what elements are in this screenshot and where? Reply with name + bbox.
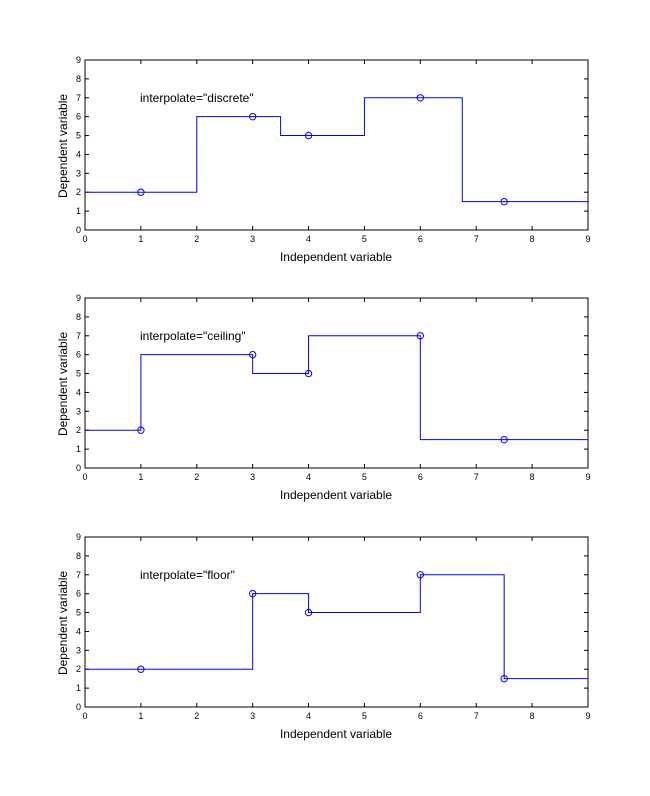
y-tick-label: 5 <box>75 607 81 618</box>
x-tick-label: 4 <box>306 711 312 721</box>
x-tick-label: 6 <box>417 472 423 482</box>
x-tick-label: 8 <box>529 472 535 482</box>
y-tick-label: 1 <box>75 683 81 694</box>
step-line <box>85 98 588 202</box>
x-tick-label: 6 <box>417 234 423 244</box>
y-tick-label: 2 <box>75 187 81 198</box>
x-tick-label: 9 <box>585 234 591 244</box>
y-tick-label: 0 <box>75 225 81 235</box>
x-tick-label: 7 <box>473 472 479 482</box>
y-tick-label: 7 <box>75 92 81 103</box>
y-tick-label: 9 <box>75 293 81 303</box>
subplot-discrete <box>56 55 591 264</box>
y-tick-label: 6 <box>75 588 81 599</box>
x-tick-label: 9 <box>585 711 591 721</box>
y-tick-label: 6 <box>75 111 81 122</box>
x-tick-label: 3 <box>250 234 256 244</box>
axes-frame <box>85 298 588 468</box>
x-tick-label: 7 <box>473 234 479 244</box>
x-tick-label: 0 <box>82 711 88 721</box>
x-tick-label: 1 <box>138 711 144 721</box>
y-tick-label: 8 <box>75 73 81 84</box>
x-tick-label: 5 <box>361 234 367 244</box>
x-tick-label: 8 <box>529 234 535 244</box>
axes-frame <box>85 537 588 707</box>
x-axis-label: Independent variable <box>279 250 393 264</box>
x-tick-label: 3 <box>250 472 256 482</box>
x-tick-label: 2 <box>194 472 200 482</box>
step-line <box>85 575 588 679</box>
y-tick-label: 2 <box>75 425 81 436</box>
y-axis-label: Dependent variable <box>56 93 70 199</box>
x-tick-label: 1 <box>138 472 144 482</box>
x-axis-label: Independent variable <box>279 488 393 502</box>
x-tick-label: 2 <box>194 711 200 721</box>
y-axis-label: Dependent variable <box>56 331 70 437</box>
x-tick-label: 7 <box>473 711 479 721</box>
x-tick-label: 0 <box>82 234 88 244</box>
step-line <box>85 336 588 440</box>
x-tick-label: 8 <box>529 711 535 721</box>
y-tick-label: 5 <box>75 368 81 379</box>
subplot-ceiling <box>56 293 591 502</box>
x-tick-label: 5 <box>361 711 367 721</box>
y-tick-label: 6 <box>75 349 81 360</box>
y-tick-label: 7 <box>75 569 81 580</box>
axes-frame <box>85 60 588 230</box>
x-tick-label: 2 <box>194 234 200 244</box>
x-tick-label: 0 <box>82 472 88 482</box>
x-tick-label: 5 <box>361 472 367 482</box>
y-tick-label: 1 <box>75 444 81 455</box>
y-tick-label: 0 <box>75 463 81 473</box>
x-tick-label: 6 <box>417 711 423 721</box>
annotation: interpolate="ceiling" <box>140 329 246 343</box>
y-tick-label: 4 <box>75 387 81 398</box>
y-tick-label: 9 <box>75 532 81 542</box>
y-tick-label: 2 <box>75 664 81 675</box>
y-tick-label: 5 <box>75 130 81 141</box>
subplot-floor <box>56 532 591 741</box>
y-tick-label: 4 <box>75 626 81 637</box>
x-tick-label: 1 <box>138 234 144 244</box>
x-tick-label: 3 <box>250 711 256 721</box>
y-tick-label: 0 <box>75 702 81 712</box>
x-tick-label: 4 <box>306 234 312 244</box>
annotation: interpolate="floor" <box>140 568 235 582</box>
y-tick-label: 1 <box>75 206 81 217</box>
y-tick-label: 3 <box>75 168 81 179</box>
y-tick-label: 8 <box>75 550 81 561</box>
y-tick-label: 3 <box>75 645 81 656</box>
x-axis-label: Independent variable <box>279 727 393 741</box>
x-tick-label: 4 <box>306 472 312 482</box>
y-axis-label: Dependent variable <box>56 570 70 676</box>
x-tick-label: 9 <box>585 472 591 482</box>
y-tick-label: 4 <box>75 149 81 160</box>
y-tick-label: 9 <box>75 55 81 65</box>
y-tick-label: 7 <box>75 330 81 341</box>
y-tick-label: 8 <box>75 311 81 322</box>
y-tick-label: 3 <box>75 406 81 417</box>
annotation: interpolate="discrete" <box>140 91 254 105</box>
